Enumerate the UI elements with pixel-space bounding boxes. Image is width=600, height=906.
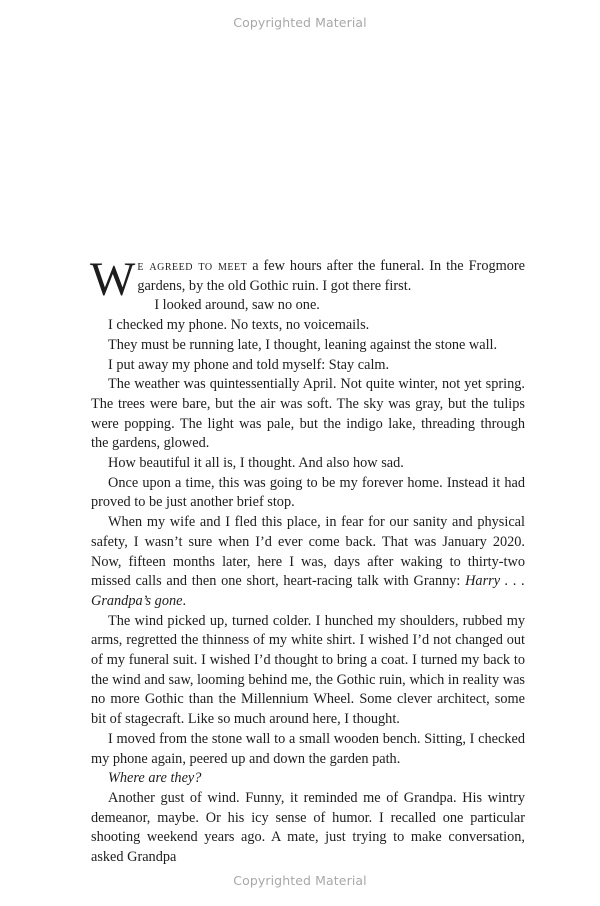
- paragraph: The weather was quintessentially April. Not quite winter, not yet spring. The trees were bare, but the air was soft. The sky was gray, but the tulips were popping. The light was pale, but the indigo lake, threading through the gardens, glowed.: [91, 376, 525, 452]
- paragraph: I moved from the stone wall to a small wooden bench. Sitting, I checked my phone again, peered up and down the garden path.: [91, 730, 525, 767]
- watermark-top: Copyrighted Material: [233, 15, 367, 30]
- paragraph: How beautiful it all is, I thought. And also how sad.: [108, 455, 404, 472]
- drop-cap: W: [90, 253, 136, 306]
- paragraph: [91, 769, 525, 789]
- italic-text: Harry . . . Grandpa’s gone: [91, 573, 525, 609]
- paragraph: The wind picked up, turned colder. I hunched my shoulders, rubbed my arms, regretted the thinness of my white shirt. I wished I’d not changed out of my funeral suit. I wished I’d thought to bring a coat. I turned my back to the wind and saw, looming behind me, the Gothic ruin, which in reality was no more Gothic than the Millennium Wheel. Some clever architect, some bit of stagecraft. Like so much around here, I thought.: [91, 612, 525, 728]
- paragraph-text: .: [182, 592, 187, 609]
- paragraph: I looked around, saw no one.: [154, 297, 320, 314]
- body-text: [90, 253, 525, 868]
- paragraph: I checked my phone. No texts, no voicemails.: [108, 317, 370, 334]
- paragraph: [91, 513, 525, 612]
- paragraph: I put away my phone and told myself: Stay calm.: [108, 356, 390, 373]
- watermark-bottom: Copyrighted Material: [233, 873, 367, 888]
- paragraph: Once upon a time, this was going to be my forever home. Instead it had proved to be just another brief stop.: [91, 474, 525, 511]
- italic-text: Where are they?: [108, 770, 202, 787]
- paragraph-text: a few hours after the funeral. In the Frogmore gardens, by the old Gothic ruin. I got there first.: [137, 258, 525, 294]
- paragraph-text: When my wife and I fled this place, in fear for our sanity and physical safety, I wasn’t sure when I’d ever come back. That was January 2020. Now, fifteen months later, here I was, days after waking to thirty-two missed calls and then one short, heart-racing talk with Granny:: [91, 514, 525, 590]
- paragraph: They must be running late, I thought, leaning against the stone wall.: [108, 336, 498, 353]
- small-caps-lead: e agreed to meet: [137, 258, 248, 274]
- paragraph: Another gust of wind. Funny, it reminded me of Grandpa. His wintry demeanor, maybe. Or his icy sense of humor. I recalled one particular shooting weekend years ago. A mate, just trying to make conversation, asked Grandpa: [91, 789, 525, 866]
